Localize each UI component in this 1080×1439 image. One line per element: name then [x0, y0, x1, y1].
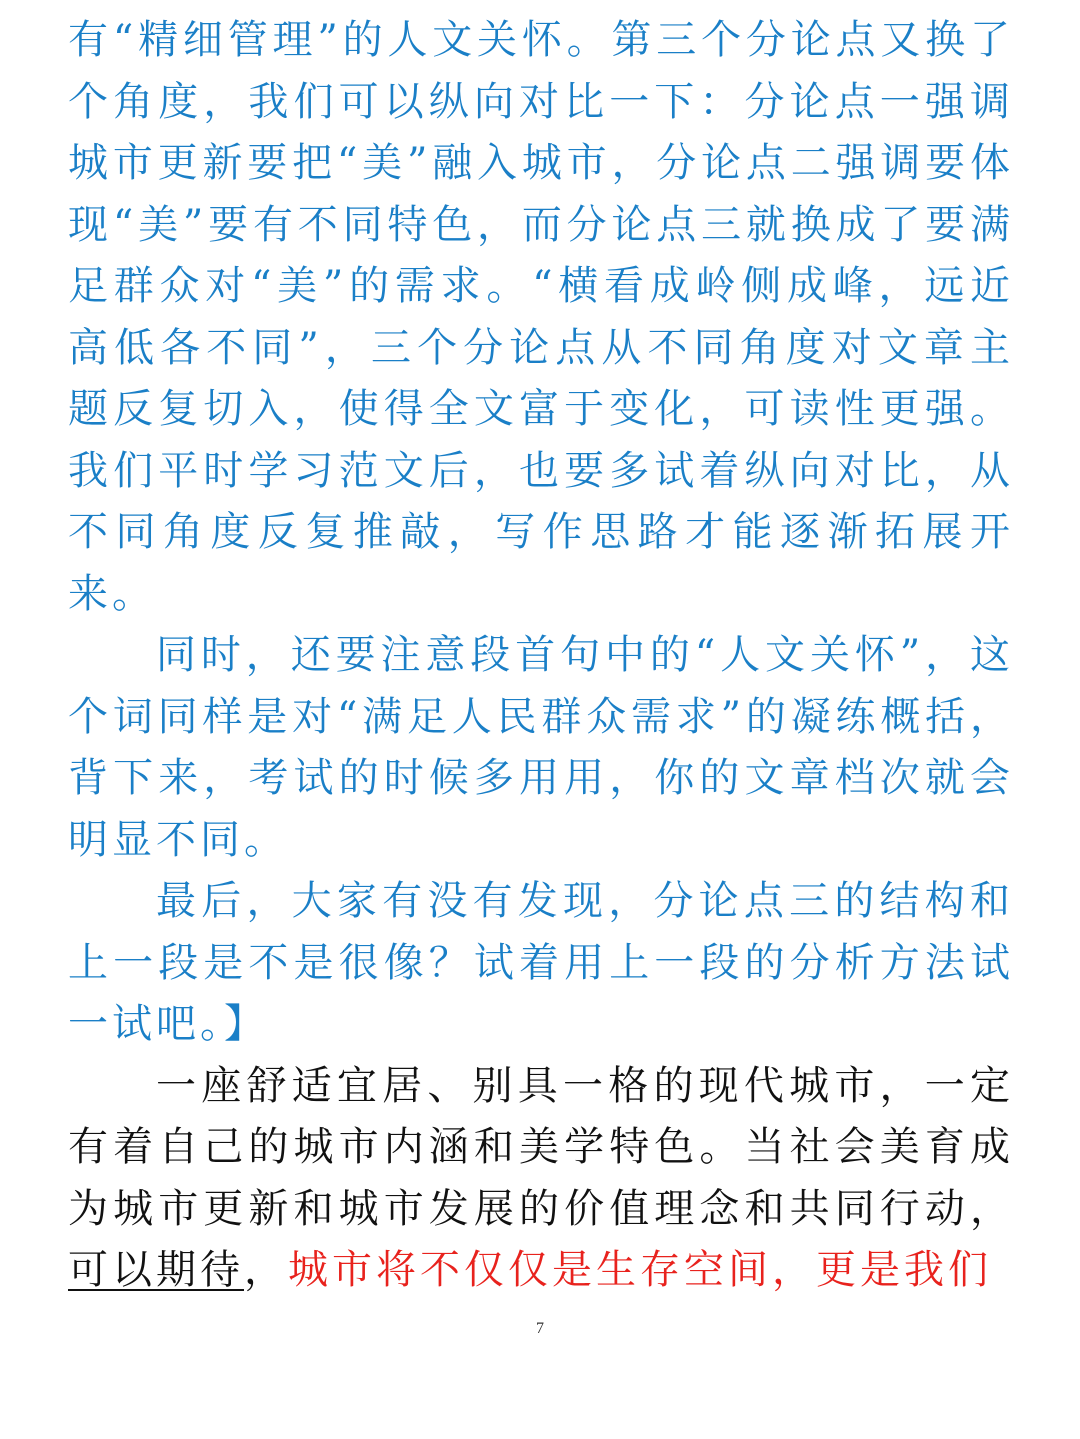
essay-comma: ，: [244, 1247, 288, 1293]
commentary-paragraph-1: 有“精细管理”的人文关怀。第三个分论点又换了个角度，我们可以纵向对比一下：分论点一强调城市更新要把“美”融入城市，分论点二强调要体现“美”要有不同特色，而分论点三就换成了要满足群众对“美”的需求。“横看成岭侧成峰，远近高低各不同”，三个分论点从不同角度对文章主题反复切入，使得全文富于变化，可读性更强。我们平时学习范文后，也要多试着纵向对比，从不同角度反复推敲，写作思路才能逐渐拓展开来。: [68, 17, 1014, 617]
commentary-paragraph-3: 最后，大家有没有发现，分论点三的结构和上一段是不是很像？试着用上一段的分析方法试一试吧。】: [68, 878, 1014, 1047]
document-page: [68, 10, 1014, 1302]
page-number: 7: [536, 1320, 544, 1337]
essay-paragraph: [68, 1056, 1014, 1302]
underlined-phrase: 可以期待: [68, 1247, 244, 1293]
commentary-paragraph-2: 同时，还要注意段首句中的“人文关怀”，这个词同样是对“满足人民群众需求”的凝练概括，背下来，考试的时候多用用，你的文章档次就会明显不同。: [68, 632, 1014, 863]
essay-text: 一座舒适宜居、别具一格的现代城市，一定有着自己的城市内涵和美学特色。当社会美育成为城市更新和城市发展的价值理念和共同行动，: [68, 1062, 1014, 1232]
highlighted-sentence: 城市将不仅仅是生存空间，更是我们: [288, 1247, 992, 1293]
